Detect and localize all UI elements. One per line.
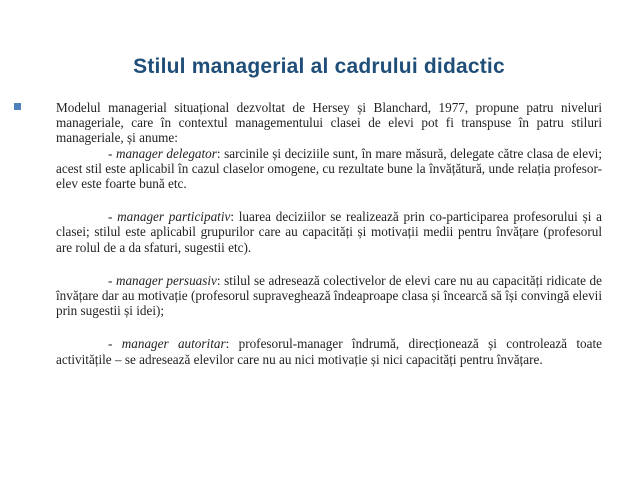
- style-delegator: [56, 146, 602, 192]
- spacer: [56, 318, 602, 336]
- style-role-persuasiv: manager persuasiv: [115, 272, 217, 288]
- style-description: : luarea deciziilor se realizează prin co-participarea profesorului și a clasei; stilul este aplicabil grupurilor care au capacități și motivații medii pentru învățare (profesorul are rolul de a da sfaturi, sugestii etc).: [56, 209, 602, 255]
- style-description: : sarcinile și deciziile sunt, în mare măsură, delegate către clasa de elevi; acest stil este aplicabil în cazul claselor omogene, cu rezultate bune la învățătură, unde relația profesor-elev este foarte bună etc.: [56, 145, 602, 192]
- slide-title: Stilul managerial al cadrului didactic: [133, 55, 505, 78]
- slide-content: [36, 100, 602, 367]
- style-role-delegator: manager delegator: [115, 145, 217, 161]
- spacer: [56, 191, 602, 209]
- style-role-participativ: manager participativ: [117, 209, 231, 225]
- style-autoritar: [56, 336, 602, 366]
- style-prefix: -: [108, 145, 116, 161]
- style-description: : stilul se adresează colectivelor de elevi care nu au capacități ridicate de învățare dar au motivație (profesorul supraveghează îndeaproape clasa și încearcă să își convingă elevii prin sugestii și idei);: [56, 272, 602, 319]
- bullet-item: [36, 100, 602, 367]
- style-participativ: [56, 209, 602, 255]
- spacer: [56, 255, 602, 273]
- intro-paragraph: Modelul managerial situațional dezvoltat de Hersey și Blanchard, 1977, propune patru niveluri manageriale, care în contextul managementului clasei de elevi pot fi transpuse în patru stiluri manageriale, și anume:: [56, 100, 602, 146]
- style-description: : profesorul-manager îndrumă, direcționează și controlează toate activitățile – se adresează elevilor care nu au nici motivație și nici capacități pentru învățare.: [56, 336, 602, 367]
- style-prefix: -: [108, 272, 116, 288]
- style-prefix: -: [108, 336, 122, 352]
- style-prefix: -: [108, 209, 118, 225]
- style-role-autoritar: manager autoritar: [121, 336, 226, 352]
- square-bullet-icon: [14, 103, 21, 110]
- style-persuasiv: [56, 273, 602, 319]
